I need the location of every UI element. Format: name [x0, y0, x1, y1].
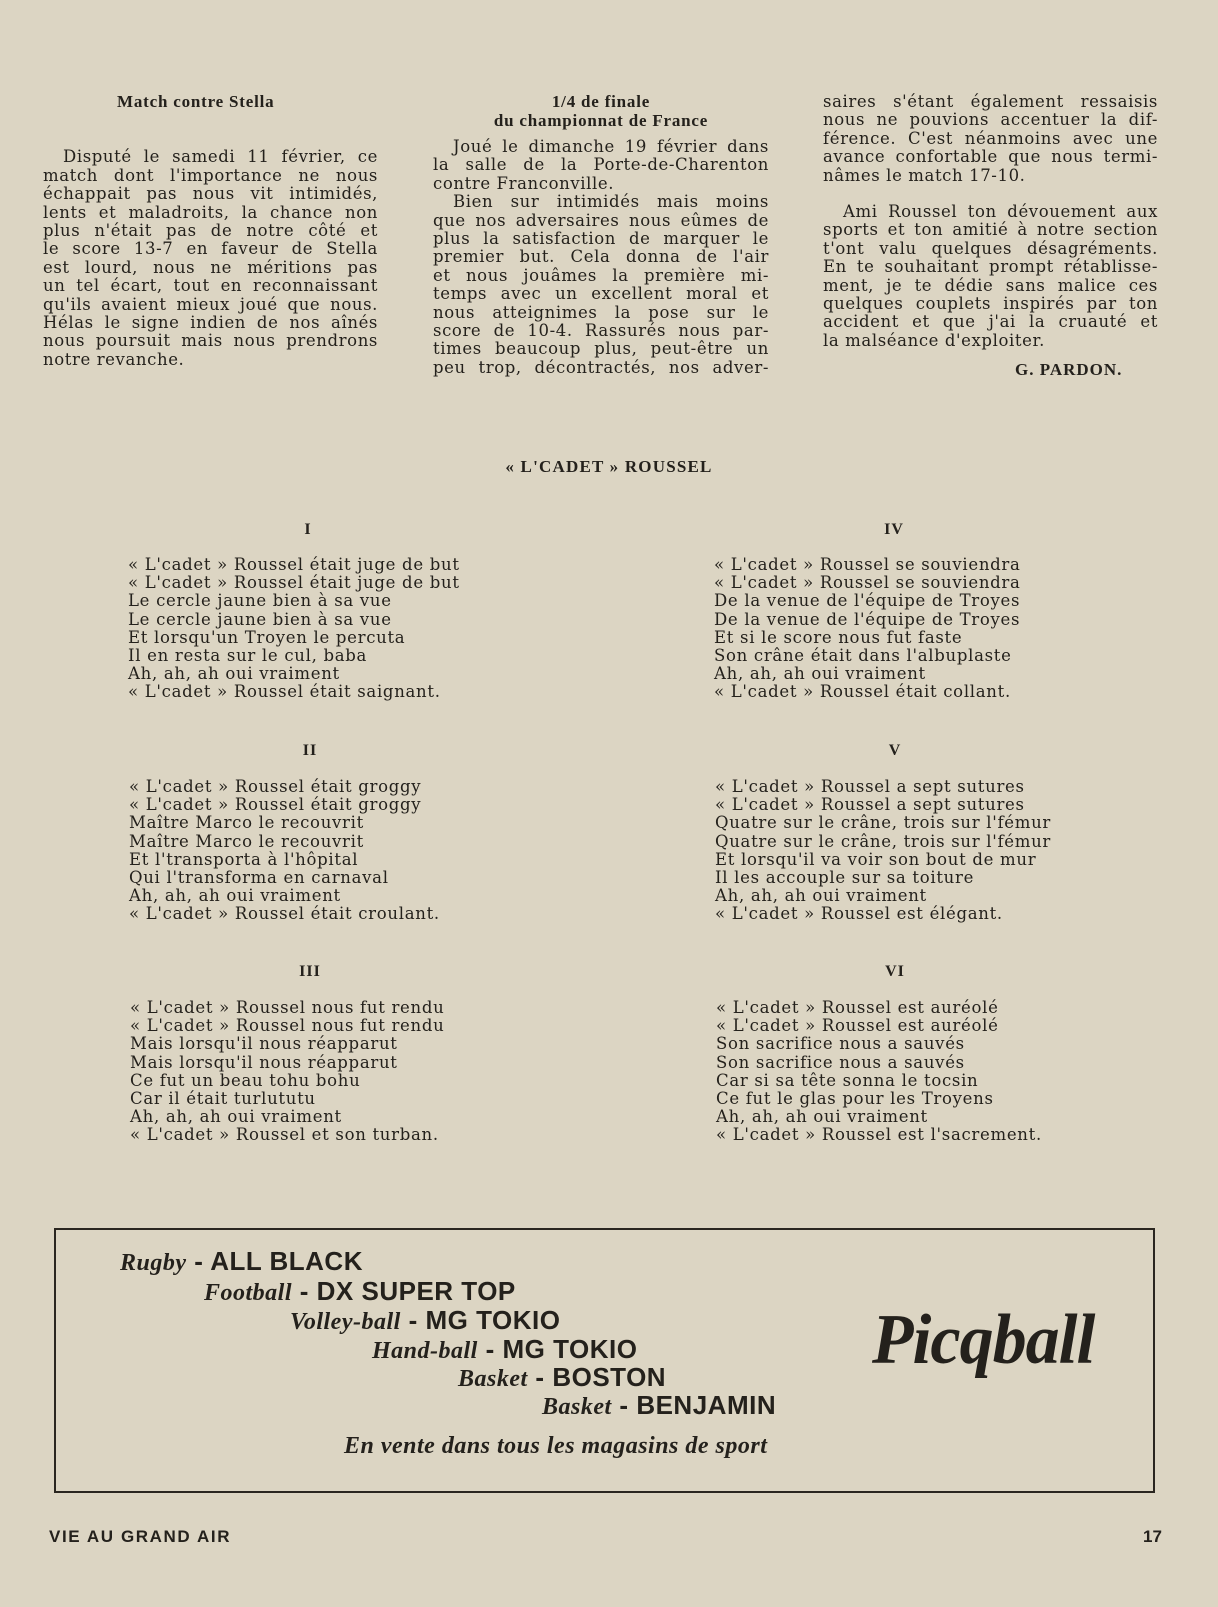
ad-sport: Rugby [120, 1250, 187, 1276]
verse-line: Ah, ah, ah oui vraiment [715, 886, 927, 906]
verse-line: « L'cadet » Roussel est élégant. [715, 904, 1003, 924]
ad-sport: Hand-ball [372, 1338, 478, 1364]
verse-line: « L'cadet » Roussel et son turban. [130, 1125, 439, 1145]
stanza-5 [715, 778, 1051, 924]
picqball-logo: Picqball [872, 1299, 1095, 1379]
title-line: du championnat de France [493, 110, 709, 130]
verse-line: Quatre sur le crâne, trois sur l'fémur [715, 831, 1051, 851]
verse-line: Il les accouple sur sa toiture [715, 867, 975, 887]
verse-line: Ce fut un beau tohu bohu [130, 1070, 361, 1090]
ad-sport: Basket [458, 1366, 528, 1392]
ad-separator: - [535, 1362, 545, 1392]
verse-line: « L'cadet » Roussel était juge de but [128, 573, 460, 593]
verse-line: Ah, ah, ah oui vraiment [129, 886, 341, 906]
verse-line: Qui l'transforma en carnaval [129, 867, 389, 887]
text-line: nous poursuit mais nous prendrons [43, 331, 378, 351]
ad-tagline: En vente dans tous les magasins de sport [344, 1433, 768, 1459]
text-line: En te souhaitant prompt rétablisse- [823, 257, 1158, 277]
stanza-numeral: IV [884, 521, 904, 538]
ad-sport: Volley-ball [290, 1309, 401, 1335]
stanza-numeral: III [299, 963, 321, 980]
text-line: temps avec un excellent moral et [433, 284, 769, 304]
text-line: avance confortable que nous termi- [823, 147, 1158, 167]
text-line: sports et ton amitié à notre section [823, 220, 1158, 240]
verse-line: « L'cadet » Roussel était croulant. [129, 904, 440, 924]
text-line: Hélas le signe indien de nos aînés [43, 313, 378, 333]
verse-line: « L'cadet » Roussel se souviendra [714, 555, 1021, 574]
verse-line: Ah, ah, ah oui vraiment [130, 1107, 342, 1127]
ad-model: MG TOKIO [425, 1305, 561, 1335]
verse-line: Et si le score nous fut faste [714, 627, 963, 647]
verse-line: « L'cadet » Roussel nous fut rendu [130, 1016, 445, 1036]
verse-line: Maître Marco le recouvrit [129, 813, 364, 833]
text-line: nous ne pouvions accentuer la dif- [823, 110, 1158, 130]
verse-line: Et l'transporta à l'hôpital [129, 849, 359, 869]
stanza-numeral: VI [885, 963, 905, 980]
text-line: score de 10-4. Rassurés nous par- [433, 321, 769, 341]
verse-line: De la venue de l'équipe de Troyes [714, 609, 1021, 629]
stanza-6 [716, 999, 1042, 1145]
ad-model: BENJAMIN [636, 1390, 777, 1420]
ad-separator: - [619, 1390, 629, 1420]
article-continued [823, 93, 1158, 350]
ad-separator: - [194, 1246, 204, 1276]
verse-line: « L'cadet » Roussel était groggy [129, 795, 422, 815]
text-line: nous atteignimes la pose sur le [433, 302, 769, 322]
verse-line: « L'cadet » Roussel était juge de but [128, 555, 460, 574]
stanza-numeral: II [302, 742, 318, 759]
ad-sport: Basket [542, 1394, 612, 1420]
ad-row [542, 1390, 776, 1421]
text-line: est lourd, nous ne méritions pas [43, 257, 378, 277]
poem-title: « L'CADET » ROUSSEL [505, 457, 713, 476]
ad-row [120, 1246, 363, 1277]
article-title: Match contre Stella [117, 92, 275, 111]
article-quarter-final-title [433, 93, 769, 130]
stanza-2 [129, 778, 440, 924]
text-line: et nous jouâmes la première mi- [433, 265, 769, 285]
verse-line: Ce fut le glas pour les Troyens [716, 1088, 994, 1108]
text-line: peu trop, décontractés, nos adver- [433, 357, 769, 377]
text-line: accident et que j'ai la cruauté et [823, 312, 1158, 332]
article-quarter-final [433, 138, 769, 377]
verse-line: Ah, ah, ah oui vraiment [128, 664, 340, 684]
text-line: contre Franconville. [433, 173, 615, 193]
verse-line: Ah, ah, ah oui vraiment [716, 1107, 928, 1127]
text-line: times beaucoup plus, peut-être un [433, 339, 769, 359]
verse-line: « L'cadet » Roussel était saignant. [128, 682, 441, 702]
picqball-advertisement [54, 1228, 1155, 1493]
ad-row [290, 1305, 560, 1336]
text-line: t'ont valu quelques désagréments. [823, 238, 1158, 258]
verse-line: Le cercle jaune bien à sa vue [128, 591, 392, 611]
verse-line: Et lorsqu'un Troyen le percuta [128, 627, 406, 647]
article-match-stella [43, 93, 378, 369]
stanza-1 [128, 556, 460, 702]
verse-line: « L'cadet » Roussel a sept sutures [715, 777, 1025, 796]
verse-line: « L'cadet » Roussel est auréolé [716, 1016, 999, 1036]
verse-line: Et lorsqu'il va voir son bout de mur [715, 849, 1037, 869]
ad-model: BOSTON [552, 1362, 667, 1392]
ad-model: MG TOKIO [502, 1334, 638, 1364]
ad-model: DX SUPER TOP [316, 1276, 516, 1306]
text-line: plus la satisfaction de marquer le [433, 229, 769, 249]
verse-line: Son sacrifice nous a sauvés [716, 1052, 965, 1072]
text-line: le score 13-7 en faveur de Stella [43, 239, 378, 259]
page-number: 17 [1143, 1527, 1162, 1546]
ad-model: ALL BLACK [210, 1246, 363, 1276]
text-line: Ami Roussel ton dévouement aux [843, 202, 1158, 222]
text-line: férence. C'est néanmoins avec une [823, 128, 1158, 148]
verse-line: « L'cadet » Roussel a sept sutures [715, 795, 1025, 815]
verse-line: Car si sa tête sonna le tocsin [716, 1070, 979, 1090]
text-line: lents et maladroits, la chance non [43, 202, 378, 222]
ad-separator: - [299, 1276, 309, 1306]
verse-line: « L'cadet » Roussel est l'sacrement. [716, 1125, 1042, 1145]
text-line: ment, je te dédie sans malice ces [823, 275, 1158, 295]
text-line: premier but. Cela donna de l'air [433, 247, 769, 267]
text-line: Bien sur intimidés mais moins [453, 192, 769, 212]
text-line: un tel écart, tout en reconnaissant [43, 276, 378, 296]
stanza-numeral: V [888, 742, 902, 759]
stanza-numeral: I [304, 521, 312, 538]
text-line: que nos adversaires nous eûmes de [433, 210, 769, 230]
text-line: Joué le dimanche 19 février dans [453, 137, 769, 156]
verse-line: « L'cadet » Roussel est auréolé [716, 998, 999, 1017]
text-line: nâmes le match 17-10. [823, 165, 1026, 185]
author-signature: G. PARDON. [1015, 360, 1123, 379]
text-line: échappait pas nous vit intimidés, [43, 184, 378, 204]
magazine-name: VIE AU GRAND AIR [49, 1527, 232, 1546]
stanza-3 [130, 999, 444, 1145]
verse-line: « L'cadet » Roussel était collant. [714, 682, 1011, 702]
text-line: la salle de la Porte-de-Charenton [433, 155, 769, 175]
text-line: qu'ils avaient mieux joué que nous. [43, 294, 378, 314]
verse-line: « L'cadet » Roussel était groggy [129, 777, 422, 796]
text-line: la malséance d'exploiter. [823, 330, 1045, 350]
text-line: quelques couplets inspirés par ton [823, 294, 1158, 314]
verse-line: « L'cadet » Roussel nous fut rendu [130, 998, 445, 1017]
text-line: plus n'était pas de notre côté et [43, 221, 378, 241]
title-line: 1/4 de finale [551, 92, 651, 111]
verse-line: « L'cadet » Roussel se souviendra [714, 573, 1021, 593]
verse-line: Le cercle jaune bien à sa vue [128, 609, 392, 629]
ad-sport: Football [204, 1280, 293, 1306]
verse-line: Son crâne était dans l'albuplaste [714, 645, 1012, 665]
text-line: match dont l'importance ne nous [43, 165, 378, 185]
ad-separator: - [408, 1305, 418, 1335]
verse-line: Quatre sur le crâne, trois sur l'fémur [715, 813, 1051, 833]
verse-line: Il en resta sur le cul, baba [128, 645, 368, 665]
text-line: notre revanche. [43, 349, 185, 369]
verse-line: De la venue de l'équipe de Troyes [714, 591, 1021, 611]
verse-line: Mais lorsqu'il nous réapparut [130, 1052, 398, 1072]
ad-row [458, 1362, 666, 1393]
verse-line: Mais lorsqu'il nous réapparut [130, 1034, 398, 1054]
ad-row [372, 1334, 637, 1365]
text-line: Disputé le samedi 11 février, ce [63, 147, 378, 167]
verse-line: Son sacrifice nous a sauvés [716, 1034, 965, 1054]
ad-row [204, 1276, 516, 1307]
stanza-4 [714, 556, 1021, 702]
verse-line: Ah, ah, ah oui vraiment [714, 664, 926, 684]
verse-line: Maître Marco le recouvrit [129, 831, 364, 851]
text-line: saires s'étant également ressaisis [823, 92, 1158, 111]
verse-line: Car il était turlututu [130, 1088, 316, 1108]
ad-separator: - [485, 1334, 495, 1364]
